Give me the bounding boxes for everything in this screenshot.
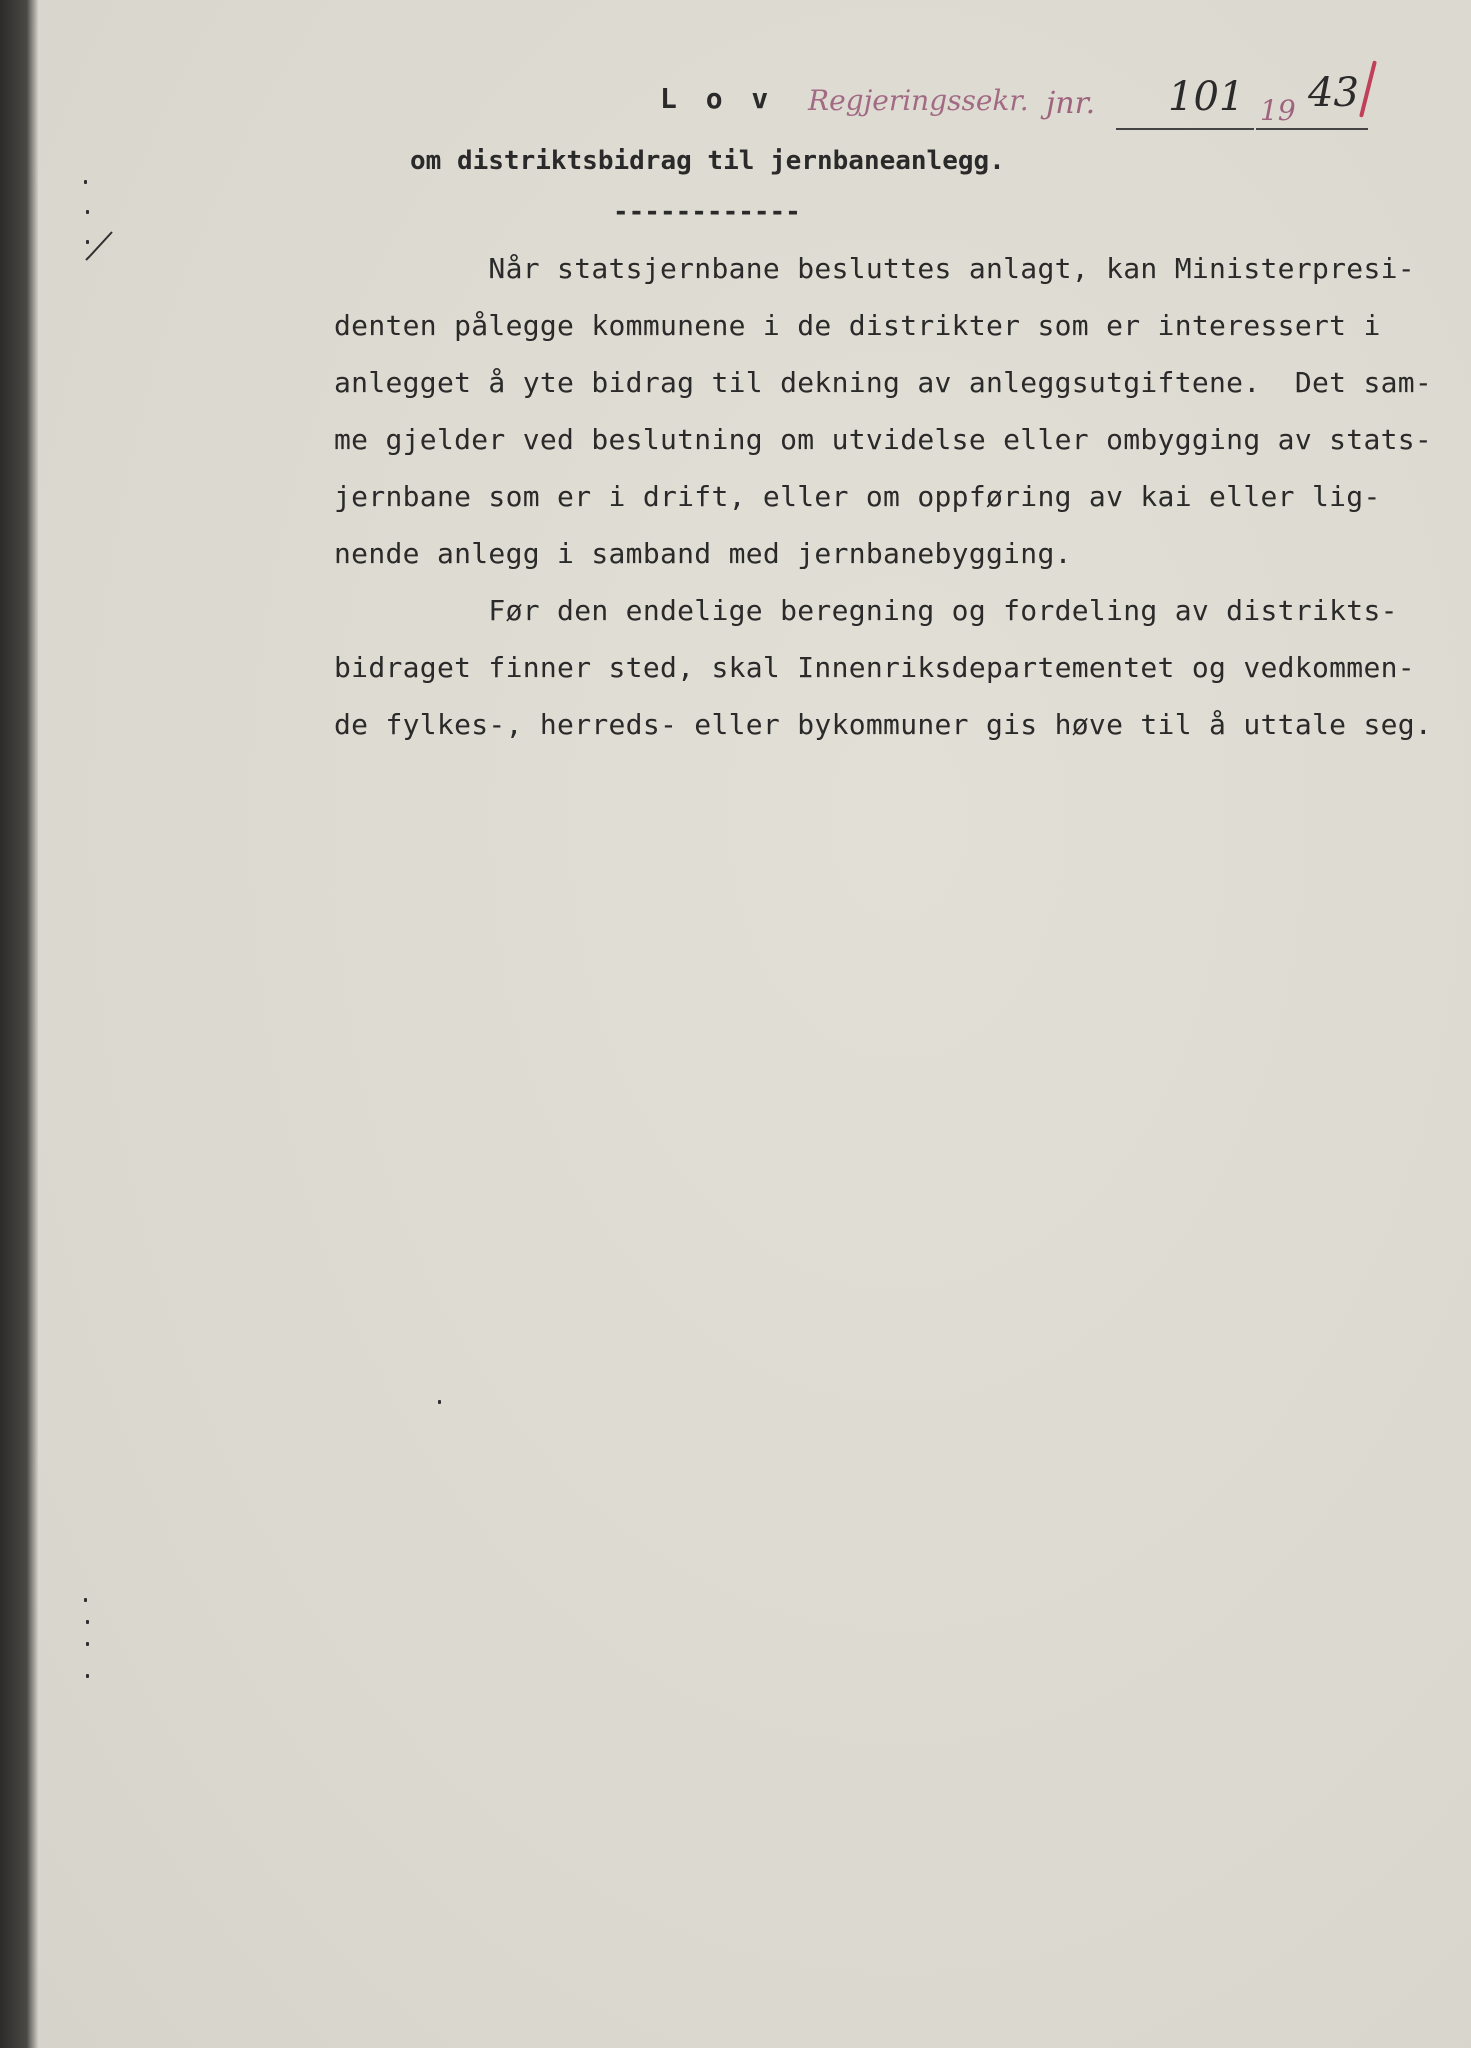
- margin-check-mark: [82, 226, 122, 266]
- document-title: L o v: [660, 82, 775, 115]
- margin-dot: [86, 1620, 89, 1624]
- stamp-jnr-prefix: jnr.: [1046, 86, 1096, 121]
- paragraph-1-line-3: anlegget å yte bidrag til dekning av anleggsutgiftene. Det sam-: [334, 366, 1433, 399]
- stamp-year-underline: [1256, 128, 1368, 130]
- title-rule: ------------: [613, 197, 801, 227]
- paragraph-2-line-3: de fylkes-, herreds- eller bykommuner gis høve til å uttale seg.: [334, 708, 1433, 741]
- paragraph-1-line-4: me gjelder ved beslutning om utvidelse eller ombygging av stats-: [334, 423, 1433, 456]
- margin-dot: [84, 1598, 87, 1602]
- stamp-label: Regjeringssekr.: [808, 84, 1029, 117]
- red-pencil-mark: [1359, 60, 1377, 117]
- document-subtitle: om distriktsbidrag til jernbaneanlegg.: [410, 146, 1005, 176]
- paragraph-1-line-6: nende anlegg i samband med jernbanebygging.: [334, 537, 1072, 570]
- document-page: [38, 0, 1471, 2048]
- binding-edge: [0, 0, 38, 2048]
- paragraph-1-line-2: denten pålegge kommunene i de distrikter som er interessert i: [334, 309, 1381, 342]
- paragraph-2-line-2: bidraget finner sted, skal Innenriksdepartementet og vedkommen-: [334, 651, 1415, 684]
- margin-marks-top: [74, 170, 114, 290]
- margin-dot: [84, 180, 87, 184]
- stamp-number-underline: [1116, 128, 1254, 130]
- paragraph-1-line-1: Når statsjernbane besluttes anlagt, kan Ministerpresi-: [334, 252, 1415, 285]
- paragraph-1-line-5: jernbane som er i drift, eller om oppføring av kai eller lig-: [334, 480, 1381, 513]
- stamp-century: 19: [1260, 94, 1296, 127]
- paper-speck: [438, 1400, 441, 1404]
- margin-dot: [86, 1674, 89, 1678]
- margin-dot: [86, 1642, 89, 1646]
- stamp-year: 43: [1308, 70, 1359, 116]
- margin-marks-bottom: [74, 1590, 114, 1690]
- registry-stamp: [760, 70, 1380, 144]
- stamp-journal-number: 101: [1168, 74, 1245, 120]
- margin-dot: [86, 210, 89, 214]
- paragraph-2-line-1: Før den endelige beregning og fordeling av distrikts-: [334, 594, 1398, 627]
